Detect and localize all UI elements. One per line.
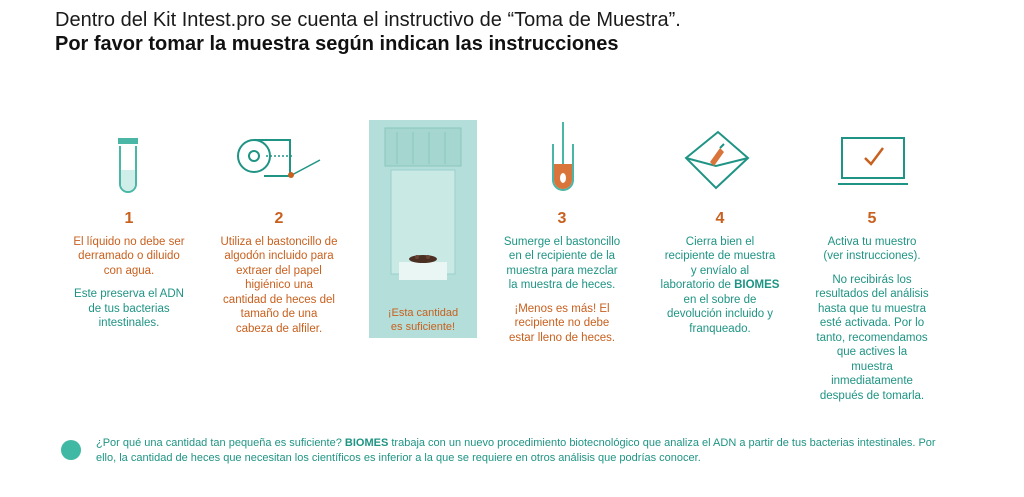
text-line: Este preserva el ADN	[74, 288, 184, 300]
footer-note	[96, 436, 956, 466]
text-line: muestra	[851, 360, 893, 373]
photo-caption-line: es suficiente!	[390, 321, 456, 333]
text-line: después de tomarla.	[819, 389, 925, 402]
step-3	[488, 212, 636, 345]
sample-container-photo	[369, 120, 477, 338]
text-line: Utiliza el bastoncillo de	[220, 235, 338, 248]
text-line: ¡Menos es más! El	[514, 302, 610, 315]
step-4	[646, 212, 794, 336]
instruction-heading: Por favor tomar la muestra según indican las instrucciones	[55, 33, 619, 55]
text-line: cantidad de heces del	[223, 293, 335, 306]
text-line: No recibirás los	[832, 273, 912, 286]
footer-text: trabaja con un nuevo procedimiento biotecnológico que analiza el ADN a partir de tus bacterias intestinales. Por ello, la cantidad de heces que necesitan los científicos es inferior a la que se requiere en otros análisis que podrías conocer.	[96, 437, 936, 464]
step-number: 2	[274, 210, 284, 227]
text-line: estar lleno de heces.	[508, 331, 616, 344]
toilet-paper-icon	[234, 136, 324, 192]
step-2	[205, 212, 353, 336]
swab-tube-icon	[548, 122, 578, 194]
step-number: 1	[124, 210, 134, 227]
text-line: devolución incluido y	[666, 308, 774, 320]
step-text	[205, 235, 353, 337]
step-text	[488, 235, 636, 293]
text-line: Sumerge el bastoncillo	[503, 235, 621, 248]
text-line: tamaño de una	[240, 308, 318, 320]
text-line: algodón incluido para	[224, 250, 334, 262]
footer-text: ¿Por qué una cantidad tan pequeña es suficiente?	[96, 437, 345, 449]
text-line: resultados del análisis	[815, 288, 929, 300]
text-line: El líquido no debe ser	[73, 235, 185, 248]
text-line: higiénico una	[245, 279, 313, 291]
step-text-warning	[56, 235, 202, 279]
text-line: (ver instrucciones).	[823, 250, 921, 262]
text-span: laboratorio de	[660, 279, 735, 291]
photo-caption-line: ¡Esta cantidad	[387, 307, 459, 319]
text-line: recipiente no debe	[514, 317, 610, 329]
brand-name: BIOMES	[344, 437, 389, 449]
step-text-warning	[488, 302, 636, 346]
text-line: la muestra de heces.	[508, 279, 616, 291]
text-line: en el sobre de	[683, 293, 757, 306]
text-line: tanto, recomendamos	[816, 331, 928, 344]
text-line: inmediatamente	[831, 375, 913, 387]
text-line: hasta que tu muestra	[817, 302, 927, 315]
envelope-icon	[680, 128, 752, 192]
text-line: de tus bacterias	[88, 302, 170, 315]
laptop-check-icon	[838, 136, 908, 194]
step-text-note	[56, 287, 202, 331]
step-number: 3	[557, 210, 567, 227]
text-line	[646, 278, 794, 293]
text-line: muestra para mezclar	[506, 264, 618, 277]
text-line: cabeza de alfiler.	[235, 322, 323, 335]
text-line: que actives la	[836, 346, 908, 358]
test-tube-icon	[114, 136, 142, 198]
step-number: 5	[867, 210, 877, 227]
text-line: y envíalo al	[690, 264, 750, 277]
text-line: Cierra bien el	[685, 235, 755, 248]
text-line: en el recipiente de la	[508, 250, 616, 262]
info-icon	[61, 440, 81, 460]
text-line: derramado o diluido	[78, 250, 180, 262]
intro-text: Dentro del Kit Intest.pro se cuenta el instructivo de “Toma de Muestra”.	[55, 9, 681, 31]
text-line: intestinales.	[98, 317, 160, 329]
header	[55, 8, 681, 56]
text-line: Activa tu muestro	[827, 235, 917, 248]
step-5	[798, 212, 946, 403]
step-1	[56, 212, 202, 331]
step-number: 4	[715, 210, 725, 227]
brand-name: BIOMES	[734, 279, 780, 291]
photo-caption	[369, 306, 477, 334]
container-drawing	[369, 120, 477, 300]
text-line: con agua.	[103, 264, 155, 277]
text-line: franqueado.	[689, 322, 751, 335]
text-line: extraer del papel	[236, 264, 322, 277]
text-line: esté activada. Por lo	[819, 317, 925, 329]
text-line: recipiente de muestra	[664, 250, 776, 262]
